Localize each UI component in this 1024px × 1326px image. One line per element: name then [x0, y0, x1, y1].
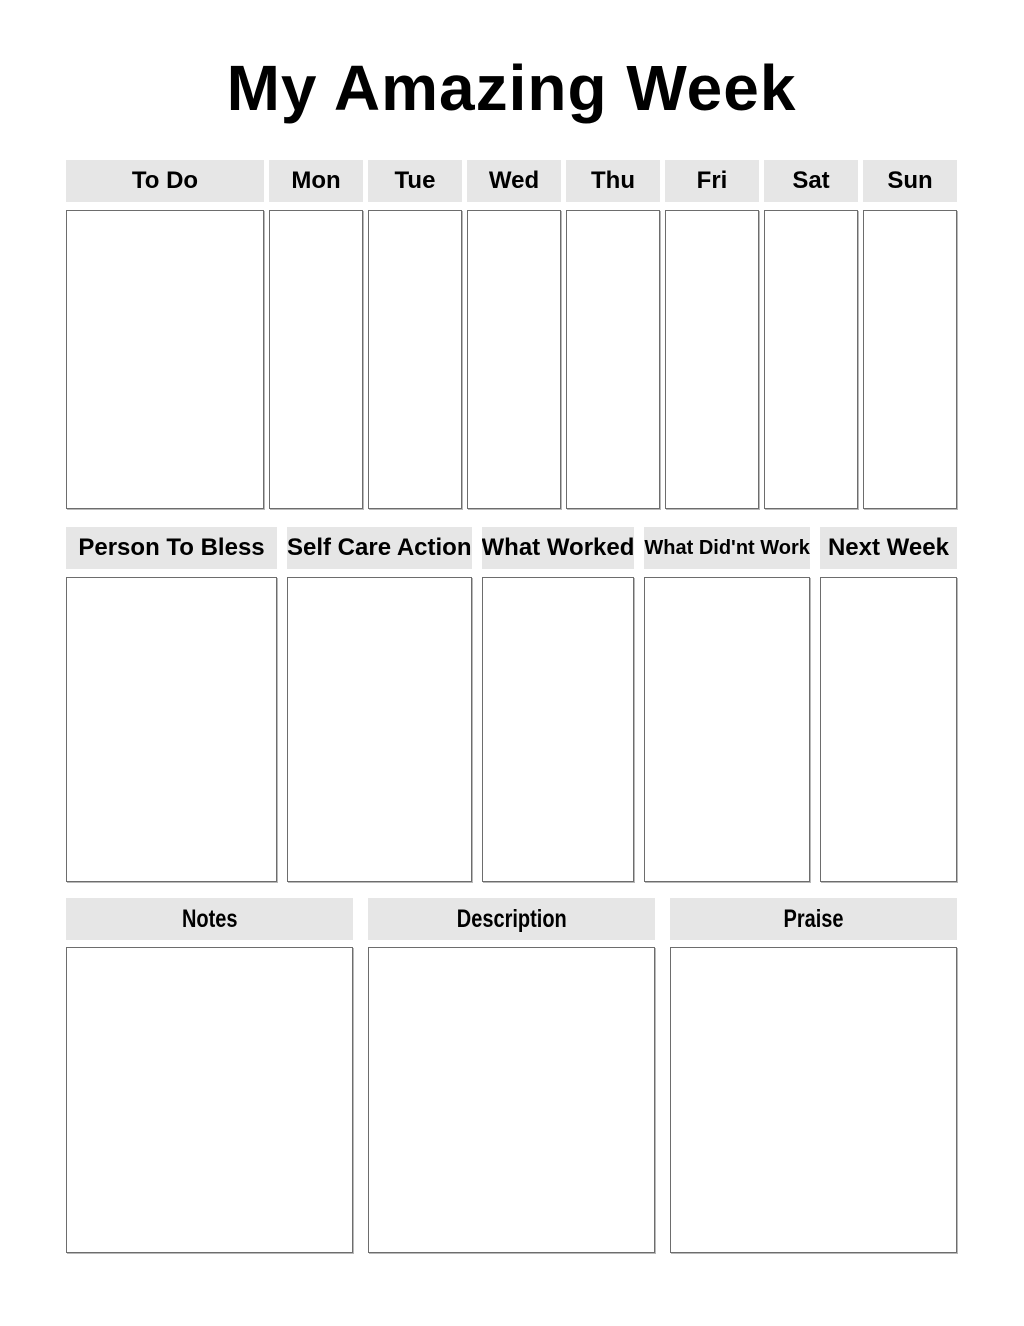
- column-header-description-label: Description: [456, 904, 567, 933]
- todo-box: [66, 210, 264, 509]
- bottom-section: [66, 898, 957, 1253]
- sat-box: [764, 210, 858, 509]
- week-column-sun: [863, 160, 957, 509]
- column-header-what-didnt-work: What Did'nt Work: [644, 527, 809, 569]
- description-box: [368, 947, 655, 1253]
- column-header-self-care-action: Self Care Action: [287, 527, 472, 569]
- column-header-person-to-bless: Person To Bless: [66, 527, 277, 569]
- week-column-sat: [764, 160, 858, 509]
- column-header-mon: Mon: [269, 160, 363, 202]
- what-didnt-work-box: [644, 577, 809, 882]
- column-header-wed: Wed: [467, 160, 561, 202]
- column-header-praise: [670, 898, 957, 940]
- reflection-section: [66, 527, 957, 882]
- column-header-description: [368, 898, 655, 940]
- reflect-column-person-to-bless: [66, 527, 277, 882]
- what-worked-box: [482, 577, 635, 882]
- week-column-wed: [467, 160, 561, 509]
- column-header-fri: Fri: [665, 160, 759, 202]
- wed-box: [467, 210, 561, 509]
- column-header-sun: Sun: [863, 160, 957, 202]
- week-column-tue: [368, 160, 462, 509]
- column-header-todo: To Do: [66, 160, 264, 202]
- mon-box: [269, 210, 363, 509]
- person-to-bless-box: [66, 577, 277, 882]
- next-week-box: [820, 577, 957, 882]
- column-header-notes-label: Notes: [181, 904, 238, 933]
- week-column-fri: [665, 160, 759, 509]
- column-header-thu: Thu: [566, 160, 660, 202]
- notes-box: [66, 947, 353, 1253]
- reflect-column-next-week: [820, 527, 957, 882]
- column-header-praise-label: Praise: [783, 904, 844, 933]
- week-column-todo: [66, 160, 264, 509]
- page-title: My Amazing Week: [226, 52, 797, 124]
- column-header-sat: Sat: [764, 160, 858, 202]
- bottom-column-praise: [670, 898, 957, 1253]
- column-header-next-week: Next Week: [820, 527, 957, 569]
- planner-page: [66, 54, 957, 1253]
- sun-box: [863, 210, 957, 509]
- column-header-notes: [66, 898, 353, 940]
- bottom-column-description: [368, 898, 655, 1253]
- reflect-column-what-worked: [482, 527, 635, 882]
- week-column-mon: [269, 160, 363, 509]
- praise-box: [670, 947, 957, 1253]
- self-care-action-box: [287, 577, 472, 882]
- column-header-what-worked: What Worked: [482, 527, 635, 569]
- week-section: [66, 160, 957, 509]
- bottom-column-notes: [66, 898, 353, 1253]
- tue-box: [368, 210, 462, 509]
- reflect-column-self-care-action: [287, 527, 472, 882]
- week-column-thu: [566, 160, 660, 509]
- fri-box: [665, 210, 759, 509]
- reflect-column-what-didnt-work: [644, 527, 809, 882]
- column-header-tue: Tue: [368, 160, 462, 202]
- thu-box: [566, 210, 660, 509]
